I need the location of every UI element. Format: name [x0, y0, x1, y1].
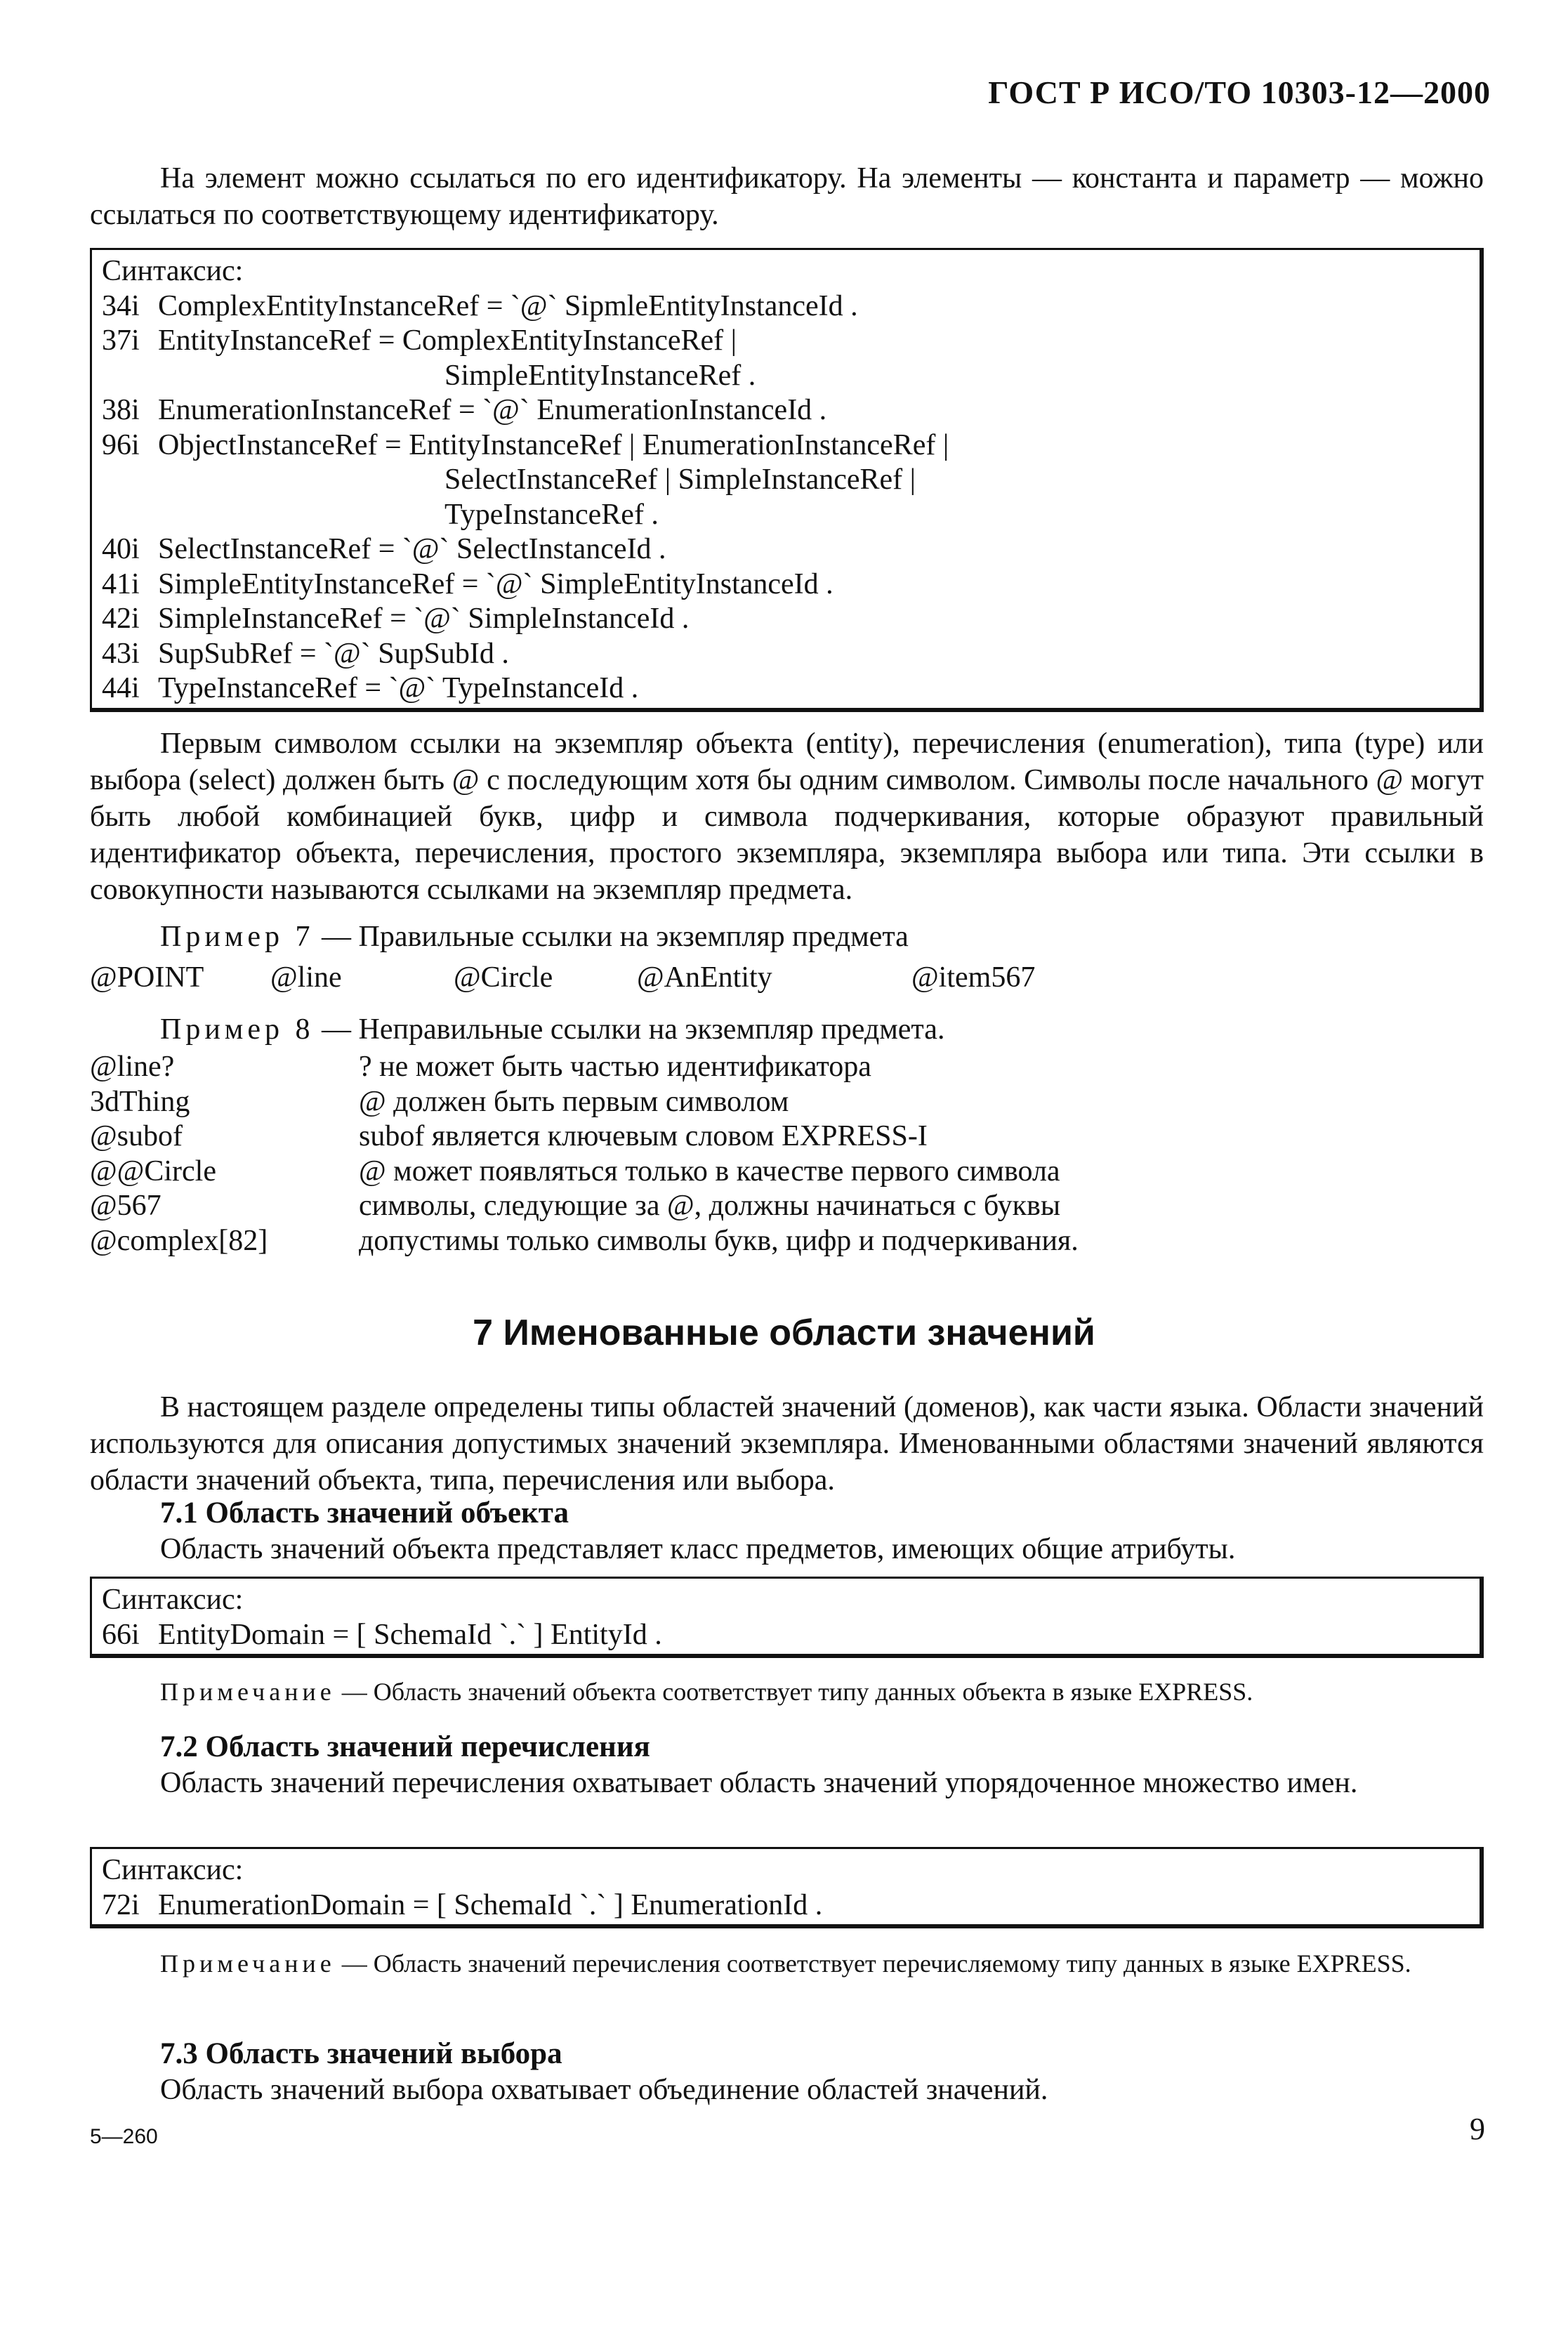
syntax-box-enumeration-domain: [90, 1847, 1484, 1928]
section-7-intro: В настоящем разделе определены типы областей значений (доменов), как части языка. Области значений используются для описания допустимых значений экземпляра. Именованными областями значений являются области значений объекта, типа, перечисления или выбора.: [90, 1391, 1484, 1497]
invalid-reference: 3dThing: [90, 1085, 190, 1118]
example-8-row: [90, 1119, 1079, 1155]
rule-number: 42i: [102, 603, 140, 635]
section-7-1-text: Область значений объекта представляет класс предметов, имеющих общие атрибуты.: [160, 1533, 1236, 1565]
rule-text: EnumerationDomain = [ SchemaId `.` ] EnumerationId .: [158, 1888, 823, 1921]
rule-text: SimpleInstanceRef = `@` SimpleInstanceId .: [158, 603, 690, 635]
syntax-rule: [102, 532, 1470, 567]
example-8-row: [90, 1155, 1079, 1190]
section-7-3-title: 7.3 Область значений выбора: [160, 2037, 562, 2070]
rule-number: 40i: [102, 533, 140, 565]
rule-number: [102, 359, 158, 394]
rule-text: ObjectInstanceRef = EntityInstanceRef | EnumerationInstanceRef |: [158, 428, 949, 461]
rule-number: 72i: [102, 1888, 140, 1921]
syntax-rule: [102, 1888, 1470, 1923]
invalid-reason: допустимы только символы букв, цифр и подчеркивания.: [359, 1224, 1079, 1257]
rule-text: ComplexEntityInstanceRef = `@` SipmleEntityInstanceId .: [158, 289, 858, 322]
example-7-item: @item567: [911, 961, 1036, 994]
example-7-item: @AnEntity: [637, 961, 772, 994]
syntax-rule: [102, 359, 1470, 394]
rule-number: 34i: [102, 289, 140, 322]
rule-number: 44i: [102, 672, 140, 704]
example-8-row: [90, 1224, 1079, 1259]
rule-number: 66i: [102, 1618, 140, 1651]
rule-text: SelectInstanceRef = `@` SelectInstanceId .: [158, 533, 666, 565]
section-7-2-note: [90, 1945, 1484, 1982]
example-8-text: — Неправильные ссылки на экземпляр предмета.: [314, 1013, 945, 1046]
syntax-rule: [102, 289, 1470, 324]
example-7-item: @Circle: [454, 961, 553, 994]
syntax-rule: [102, 637, 1470, 672]
rule-text: SupSubRef = `@` SupSubId .: [158, 637, 509, 670]
rule-number: 41i: [102, 567, 140, 600]
rule-text: SimpleEntityInstanceRef .: [444, 359, 756, 392]
footer-print-mark: 5—260: [90, 2125, 158, 2148]
invalid-reference: @@Circle: [90, 1155, 216, 1188]
rule-text: SelectInstanceRef | SimpleInstanceRef |: [444, 463, 916, 496]
section-7-2-text: Область значений перечисления охватывает область значений упорядоченное множество имен.: [160, 1767, 1358, 1799]
syntax-box-refs: [90, 248, 1484, 712]
rule-number: 37i: [102, 324, 140, 357]
example-8-row: [90, 1189, 1079, 1224]
syntax-rule: [102, 567, 1470, 603]
intro-paragraph: На элемент можно ссылаться по его идентификатору. На элементы — константа и параметр — можно ссылаться по соответствующему идентификатору.: [90, 162, 1484, 231]
invalid-reference: @567: [90, 1190, 162, 1222]
section-7-1-note: [90, 1673, 1484, 1710]
section-7-3-text: Область значений выбора охватывает объединение областей значений.: [160, 2074, 1048, 2106]
section-7-2-title: 7.2 Область значений перечисления: [160, 1730, 650, 1763]
syntax-rule: [102, 498, 1470, 533]
example-8-label: Пример 8: [160, 1013, 315, 1046]
syntax-rule: [102, 463, 1470, 498]
syntax-rule: [102, 393, 1470, 428]
page-number: 9: [1470, 2112, 1485, 2146]
rule-number: [102, 463, 158, 498]
syntax-title: Синтаксис:: [102, 255, 244, 287]
invalid-reference: @complex[82]: [90, 1224, 268, 1257]
invalid-reason: ? не может быть частью идентификатора: [359, 1051, 871, 1083]
section-7-title: 7 Именованные области значений: [473, 1313, 1095, 1353]
syntax-rule: [102, 428, 1470, 463]
note-text: — Область значений перечисления соответствует перечисляемому типу данных в языке EXPRESS.: [335, 1949, 1411, 1978]
example-8-row: [90, 1085, 1079, 1120]
example-8-table: [90, 1050, 1079, 1258]
rule-number: [102, 498, 158, 533]
invalid-reference: @line?: [90, 1051, 175, 1083]
note-text: — Область значений объекта соответствует типу данных объекта в языке EXPRESS.: [335, 1678, 1253, 1706]
rule-number: 38i: [102, 394, 140, 426]
note-label: Примечание: [160, 1678, 336, 1706]
rule-text: EntityInstanceRef = ComplexEntityInstanceRef |: [158, 324, 737, 357]
syntax-title: Синтаксис:: [102, 1584, 244, 1616]
example-7-text: — Правильные ссылки на экземпляр предмета: [314, 921, 909, 953]
section-7-1-title: 7.1 Область значений объекта: [160, 1497, 569, 1530]
rule-number: 96i: [102, 428, 140, 461]
example-7-item: @line: [270, 961, 342, 994]
syntax-rules: [102, 289, 1470, 706]
example-7-label: Пример 7: [160, 921, 315, 953]
rule-text: TypeInstanceRef = `@` TypeInstanceId .: [158, 672, 639, 704]
example-7-heading: [160, 920, 909, 954]
note-label: Примечание: [160, 1949, 336, 1978]
invalid-reason: subof является ключевым словом EXPRESS-I: [359, 1120, 928, 1152]
rule-text: EntityDomain = [ SchemaId `.` ] EntityId .: [158, 1618, 662, 1651]
example-8-heading: [160, 1013, 944, 1046]
rule-text: SimpleEntityInstanceRef = `@` SimpleEntityInstanceId .: [158, 567, 834, 600]
syntax-rule: [102, 1618, 1470, 1653]
invalid-reference: @subof: [90, 1120, 183, 1152]
syntax-rule: [102, 324, 1470, 359]
document-header: ГОСТ Р ИСО/ТО 10303-12—2000: [988, 74, 1491, 110]
invalid-reason: @ может появляться только в качестве первого символа: [359, 1155, 1060, 1188]
rule-text: TypeInstanceRef .: [444, 498, 659, 531]
refs-paragraph: Первым символом ссылки на экземпляр объекта (entity), перечисления (enumeration), типа (type) или выбора (select) должен быть @ с последующим хотя бы одним символом. Символы после начального @ могут быть любой комбинацией букв, цифр и символа подчеркивания, которые образуют правильный идентификатор объекта, перечисления, простого экземпляра, экземпляра выбора или типа. Эти ссылки в совокупности называются ссылками на экземпляр предмета.: [90, 728, 1484, 906]
syntax-rule: [102, 602, 1470, 637]
syntax-rule: [102, 671, 1470, 706]
example-8-row: [90, 1050, 1079, 1085]
invalid-reason: символы, следующие за @, должны начинаться с буквы: [359, 1190, 1061, 1222]
syntax-title: Синтаксис:: [102, 1854, 244, 1886]
example-7-item: @POINT: [90, 961, 204, 994]
rule-text: EnumerationInstanceRef = `@` EnumerationInstanceId .: [158, 394, 827, 426]
syntax-box-entity-domain: [90, 1577, 1484, 1658]
rule-number: 43i: [102, 637, 140, 670]
invalid-reason: @ должен быть первым символом: [359, 1085, 789, 1118]
